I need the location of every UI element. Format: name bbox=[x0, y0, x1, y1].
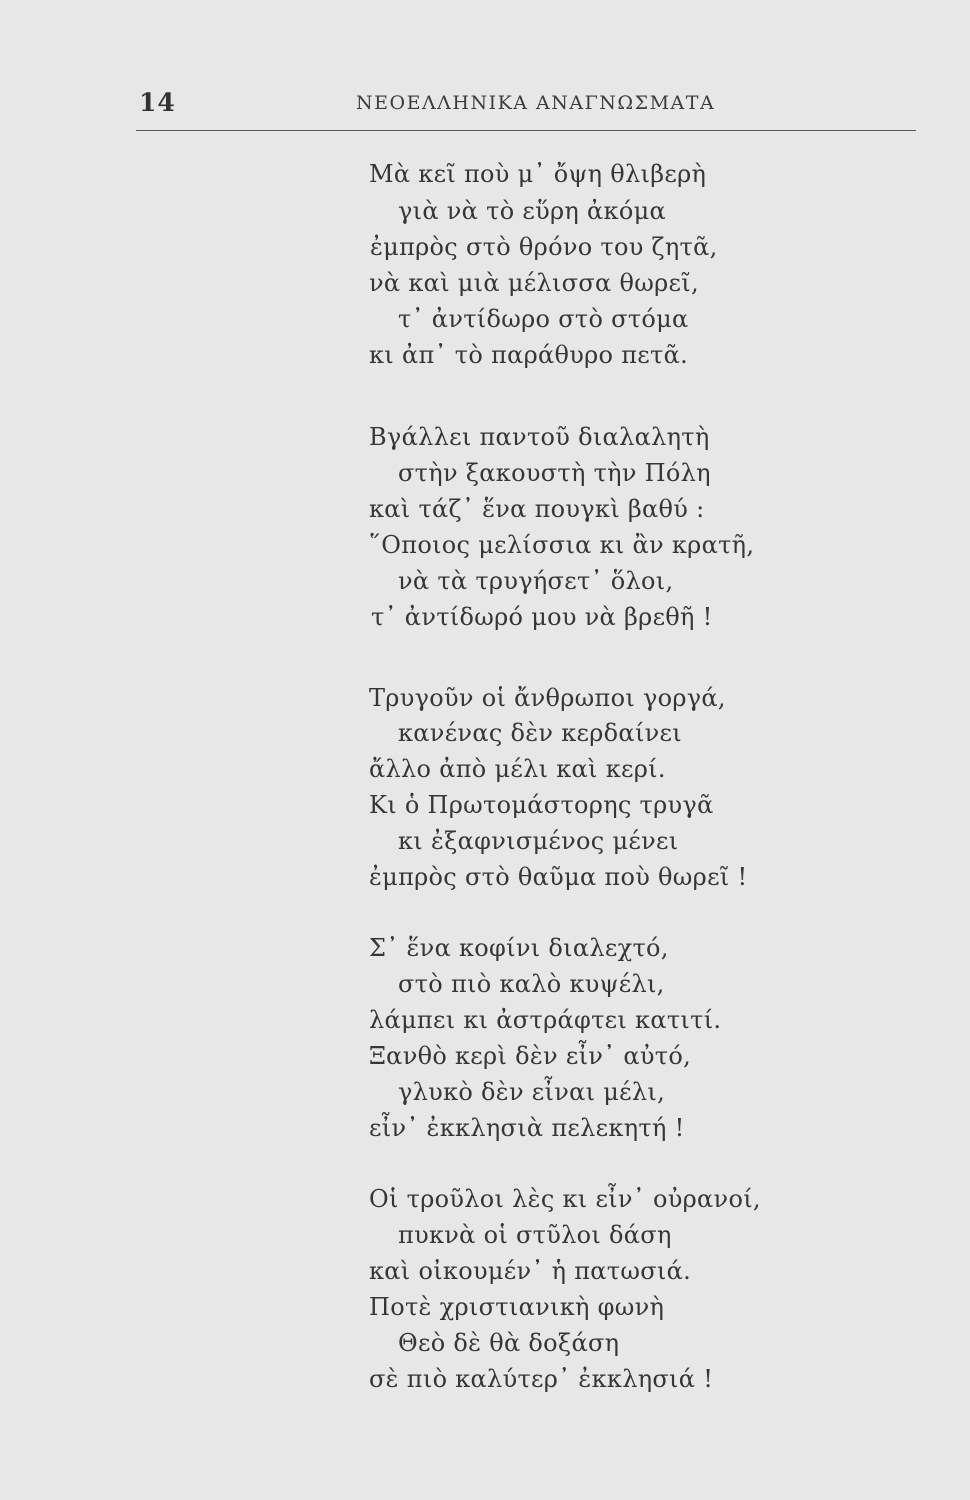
poem-line: καὶ τάζ᾽ ἕνα πουγκὶ βαθύ : bbox=[369, 495, 705, 523]
poem-line: Ποτὲ χριστιανικὴ φωνὴ bbox=[369, 1293, 665, 1321]
poem-line: γλυκὸ δὲν εἶναι μέλι, bbox=[398, 1078, 666, 1106]
poem-line: κανένας δὲν κερδαίνει bbox=[398, 719, 682, 747]
poem-line: ἐμπρὸς στὸ θρόνο του ζητᾶ, bbox=[370, 233, 718, 261]
poem-line: καὶ οἰκουμέν᾽ ἡ πατωσιά. bbox=[369, 1257, 692, 1285]
poem-line: τ᾽ ἀντίδωρο στὸ στόμα bbox=[398, 305, 689, 333]
poem-line: νὰ τὰ τρυγήσετ᾽ ὅλοι, bbox=[398, 567, 674, 595]
poem-line: Βγάλλει παντοῦ διαλαλητὴ bbox=[369, 423, 710, 451]
poem-line: ἐμπρὸς στὸ θαῦμα ποὺ θωρεῖ ! bbox=[369, 863, 748, 891]
poem-line: Ξανθὸ κερὶ δὲν εἶν᾽ αὐτό, bbox=[369, 1042, 692, 1070]
poem-line: Θεὸ δὲ θὰ δοξάση bbox=[398, 1329, 620, 1357]
poem-line: σὲ πιὸ καλύτερ᾽ ἐκκλησιά ! bbox=[369, 1365, 714, 1393]
poem-line: στὴν ξακουστὴ τὴν Πόλη bbox=[398, 459, 711, 487]
poem-line: γιὰ νὰ τὸ εὕρη ἀκόμα bbox=[398, 197, 666, 225]
poem-line: στὸ πιὸ καλὸ κυψέλι, bbox=[398, 970, 665, 998]
poem-line: λάμπει κι ἀστράφτει κατιτί. bbox=[369, 1006, 722, 1034]
poem-line: τ᾽ ἀντίδωρό μου νὰ βρεθῆ ! bbox=[371, 603, 713, 631]
poem-line: ἄλλο ἀπὸ μέλι καὶ κερί. bbox=[369, 755, 666, 783]
poem-line: κι ἐξαφνισμένος μένει bbox=[398, 827, 679, 855]
running-title: ΝΕΟΕΛΛΗΝΙΚΑ ΑΝΑΓΝΩΣΜΑΤΑ bbox=[356, 92, 716, 114]
poem-line: Οἱ τροῦλοι λὲς κι εἶν᾽ οὐρανοί, bbox=[369, 1185, 761, 1213]
poem-line: πυκνὰ οἱ στῦλοι δάση bbox=[398, 1221, 672, 1249]
poem-line: ῞Οποιος μελίσσια κι ἂν κρατῆ, bbox=[369, 531, 755, 559]
poem-line: κι ἀπ᾽ τὸ παράθυρο πετᾶ. bbox=[369, 341, 689, 369]
poem-line: Κι ὁ Πρωτομάστορης τρυγᾶ bbox=[369, 791, 714, 819]
poem-line: Μὰ κεῖ ποὺ μ᾽ ὄψη θλιβερὴ bbox=[369, 160, 707, 188]
poem-line: εἶν᾽ ἐκκλησιὰ πελεκητή ! bbox=[369, 1114, 685, 1142]
poem-line: νὰ καὶ μιὰ μέλισσα θωρεῖ, bbox=[369, 269, 699, 297]
page-number: 14 bbox=[139, 88, 176, 117]
poem-line: Σ᾽ ἕνα κοφίνι διαλεχτό, bbox=[369, 934, 669, 962]
poem-line: Τρυγοῦν οἱ ἄνθρωποι γοργά, bbox=[369, 684, 726, 712]
